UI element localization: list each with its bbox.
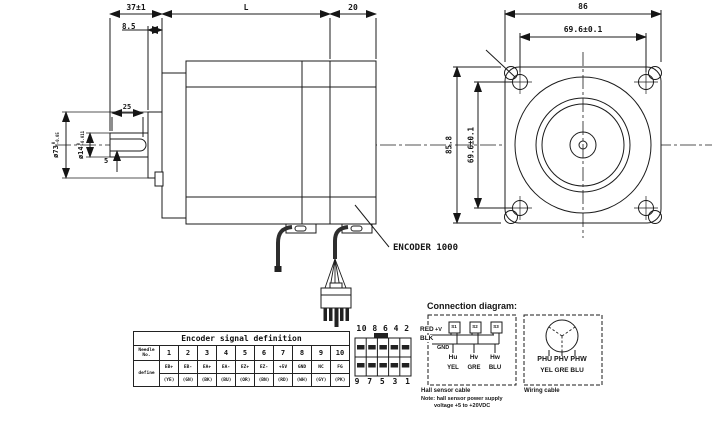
wire-color-cell: (BN) [255,374,274,387]
pin-number-cell: 4 [217,346,236,361]
wire-color-cell: (OR) [236,374,255,387]
connection-diagram-title: Connection diagram: [427,301,518,311]
pin-number-cell: 2 [179,346,198,361]
pilot-tol-upper: 0 [51,141,56,145]
pin-number-cell: 8 [293,346,312,361]
signal-cell: +5V [274,361,293,374]
wiring-color-labels: YEL GRE BLU [540,367,584,374]
signal-cell: EB- [179,361,198,374]
wire-color-cell: (BK) [198,374,217,387]
hall-gnd-label: GND [437,345,450,351]
hall-plus-v-label: +V [435,327,442,333]
dim-flange-height: 85.8 [444,135,454,155]
wire-color-cell: (GN) [179,374,198,387]
wiring-cable-caption: Wiring cable [524,388,560,394]
dim-flange-width: 86 [578,2,588,11]
wire-color-cell: (PK) [331,374,350,387]
dim-hole-spacing-horizontal: 69.6±0.1 [563,25,603,34]
hall-note-line2: voltage +5 to +20VDC [434,403,491,409]
pin-number-cell: 3 [198,346,217,361]
wire-color-cell: (BU) [217,374,236,387]
pilot-tol-lower: -0.05 [55,132,60,145]
signal-cell: EA- [217,361,236,374]
dim-keyway-length: 25 [122,103,132,111]
pin-number-cell: 1 [160,346,179,361]
pin-diagram-top-row: 10 8 6 4 2 [356,324,410,333]
wire-color-cell: (YE) [160,374,179,387]
dim-shaft-extension: 37±1 [126,3,146,12]
dim-key-offset: 5 [104,157,109,165]
signal-cell: GND [293,361,312,374]
hall-red-wire-label: RED [420,326,434,333]
shaft-tol-upper: 0 [76,142,81,146]
hall-output-hw: Hw [490,354,500,361]
dim-rear-length: 20 [348,3,358,12]
signal-cell: EZ- [255,361,274,374]
hall-wire-color-gre: GRE [467,365,481,371]
signal-cell: EB+ [160,361,179,374]
signal-cell: FG [331,361,350,374]
needle-no-header: Needle No. [134,346,160,361]
hall-note-line1: Note: hall sensor power supply [421,396,503,402]
hall-black-wire-label: BLK [420,335,434,342]
hall-cable-caption: Hall sensor cable [421,388,471,394]
dim-boss-depth: 8.5 [122,22,136,31]
hall-wire-color-yel: YEL [447,365,459,371]
wiring-phase-labels: PHU PHV PHW [537,356,587,363]
encoder-callout: ENCODER 1000 [393,243,459,253]
shaft-dia-value: ø14 [77,146,85,160]
signal-cell: EA+ [198,361,217,374]
shaft-tol-lower: -0.011 [80,130,85,146]
pin-diagram-bottom-row: 9 7 5 3 1 [354,377,412,386]
hall-sensor-s1: S1 [451,324,457,329]
wire-color-cell: (WH) [293,374,312,387]
pin-number-cell: 9 [312,346,331,361]
hall-sensor-s2: S2 [472,324,478,329]
wire-color-cell: (GY) [312,374,331,387]
pin-number-cell: 6 [255,346,274,361]
signal-cell: EZ+ [236,361,255,374]
define-header: define [134,361,160,387]
hall-wire-color-blu: BLU [488,365,502,371]
wire-color-cell: (RD) [274,374,293,387]
hall-sensor-s3: S3 [493,324,499,329]
dim-shaft-diameter [77,131,85,159]
pin-number-cell: 10 [331,346,350,361]
dim-pilot-diameter [52,132,60,158]
dim-body-length: L [243,3,249,12]
encoder-signal-table [133,331,350,387]
dim-hole-spacing-vertical: 69.6±0.1 [466,126,476,164]
signal-cell: NC [312,361,331,374]
table-title: Encoder signal definition [134,332,350,346]
hall-output-hu: Hu [448,354,458,361]
pilot-dia-value: ø73 [52,145,60,158]
pin-number-cell: 5 [236,346,255,361]
pin-number-cell: 7 [274,346,293,361]
hall-output-hv: Hv [469,354,479,361]
